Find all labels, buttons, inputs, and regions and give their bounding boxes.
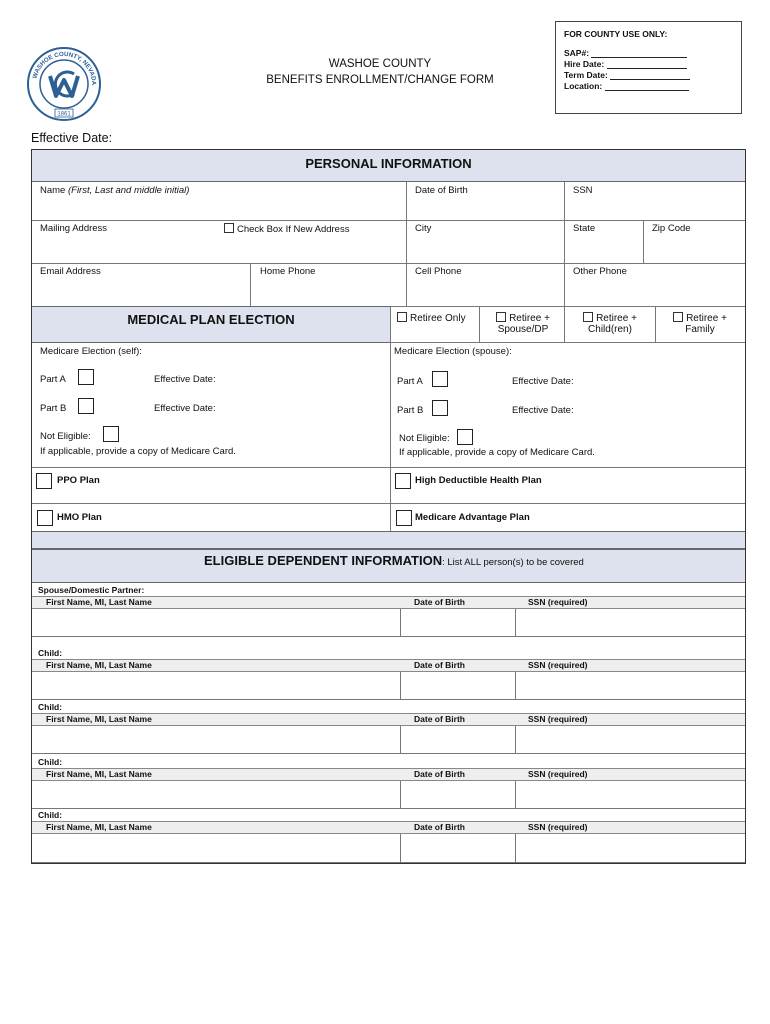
dependent-ssn-field[interactable] xyxy=(515,672,745,699)
ssn-column-header: SSN (required) xyxy=(528,714,588,724)
dependent-name-field[interactable] xyxy=(32,726,400,753)
ppo-checkbox[interactable] xyxy=(36,473,52,489)
hire-date-label: Hire Date: xyxy=(564,59,605,69)
dependent-dob-field[interactable] xyxy=(400,672,515,699)
location-field[interactable] xyxy=(605,81,689,91)
sap-field[interactable] xyxy=(591,48,687,58)
retiree-child-option[interactable]: Retiree + Child(ren) xyxy=(570,312,650,335)
hmo-label: HMO Plan xyxy=(57,512,102,523)
retiree-family-box[interactable] xyxy=(673,312,683,322)
location-label: Location: xyxy=(564,81,603,91)
personal-info-title: PERSONAL INFORMATION xyxy=(305,156,472,171)
spouse-not-eligible-label: Not Eligible: xyxy=(399,433,450,444)
dependent-entry-row xyxy=(32,834,745,863)
name-column-header: First Name, MI, Last Name xyxy=(46,769,152,779)
spouse-part-b-checkbox[interactable] xyxy=(432,400,448,416)
mailing-address-label: Mailing Address xyxy=(40,223,108,234)
dob-column-header: Date of Birth xyxy=(414,660,465,670)
dependent-ssn-field[interactable] xyxy=(515,726,745,753)
dependent-name-field[interactable] xyxy=(32,672,400,699)
hdhp-checkbox[interactable] xyxy=(395,473,411,489)
effective-date-label: Effective Date: xyxy=(31,131,113,145)
child-section-label: Child: xyxy=(38,757,63,767)
new-address-box[interactable] xyxy=(224,223,234,233)
retiree-spouse-box[interactable] xyxy=(496,312,506,322)
dependent-dob-field[interactable] xyxy=(400,834,515,862)
dependent-dob-field[interactable] xyxy=(400,726,515,753)
dependent-name-field[interactable] xyxy=(32,834,400,862)
dependent-entry-row xyxy=(32,609,745,637)
dependents-title: ELIGIBLE DEPENDENT INFORMATION: List ALL person(s) to be covered xyxy=(204,553,584,568)
child-section-label: Child: xyxy=(38,810,63,820)
spacer-band xyxy=(32,531,745,549)
self-part-b-label: Part B xyxy=(40,403,67,414)
child-section-label: Child: xyxy=(38,648,63,658)
dependent-ssn-field[interactable] xyxy=(515,609,745,636)
term-date-label: Term Date: xyxy=(564,70,608,80)
dependent-ssn-field[interactable] xyxy=(515,781,745,808)
ssn-column-header: SSN (required) xyxy=(528,597,588,607)
medicare-spouse-label: Medicare Election (spouse): xyxy=(394,346,512,357)
spouse-not-eligible-checkbox[interactable] xyxy=(457,429,473,445)
retiree-family-option[interactable]: Retiree + Family xyxy=(660,312,740,335)
dob-label: Date of Birth xyxy=(415,185,468,196)
child-section-label: Child: xyxy=(38,702,63,712)
new-address-checkbox[interactable]: Check Box If New Address xyxy=(224,223,349,235)
advantage-checkbox[interactable] xyxy=(396,510,412,526)
dob-column-header: Date of Birth xyxy=(414,769,465,779)
self-not-eligible-checkbox[interactable] xyxy=(103,426,119,442)
cell-phone-label: Cell Phone xyxy=(415,266,462,277)
county-use-box xyxy=(555,21,742,114)
spouse-part-a-checkbox[interactable] xyxy=(432,371,448,387)
county-use-heading: FOR COUNTY USE ONLY: xyxy=(564,29,668,39)
other-phone-label: Other Phone xyxy=(573,266,627,277)
advantage-label: Medicare Advantage Plan xyxy=(415,512,530,523)
title-line2: BENEFITS ENROLLMENT/CHANGE FORM xyxy=(266,74,494,86)
spouse-part-a-label: Part A xyxy=(397,376,423,387)
dependent-entry-row xyxy=(32,672,745,700)
self-not-eligible-label: Not Eligible: xyxy=(40,431,91,442)
spouse-medicare-note: If applicable, provide a copy of Medicare Card. xyxy=(399,447,595,458)
spouse-part-b-date-label: Effective Date: xyxy=(512,405,574,416)
self-part-b-checkbox[interactable] xyxy=(78,398,94,414)
city-label: City xyxy=(415,223,432,234)
state-label: State xyxy=(573,223,596,234)
seal-year: 1861 xyxy=(57,111,71,118)
retiree-spouse-option[interactable]: Retiree + Spouse/DP xyxy=(497,313,550,335)
ssn-label: SSN xyxy=(573,185,593,196)
county-seal-logo xyxy=(26,46,102,122)
home-phone-label: Home Phone xyxy=(260,266,316,277)
form-title xyxy=(230,56,530,88)
sap-label: SAP#: xyxy=(564,48,590,58)
dependent-entry-row xyxy=(32,781,745,809)
enrollment-form xyxy=(31,149,746,864)
ppo-label: PPO Plan xyxy=(57,475,100,486)
medical-plan-title: MEDICAL PLAN ELECTION xyxy=(127,312,295,327)
term-date-field[interactable] xyxy=(610,70,690,80)
dependent-ssn-field[interactable] xyxy=(515,834,745,862)
name-column-header: First Name, MI, Last Name xyxy=(46,822,152,832)
retiree-only-option[interactable]: Retiree Only xyxy=(397,312,466,324)
dob-column-header: Date of Birth xyxy=(414,822,465,832)
title-line1: WASHOE COUNTY xyxy=(328,58,432,70)
name-column-header: First Name, MI, Last Name xyxy=(46,597,152,607)
dependent-name-field[interactable] xyxy=(32,781,400,808)
name-column-header: First Name, MI, Last Name xyxy=(46,660,152,670)
medicare-self-label: Medicare Election (self): xyxy=(40,346,142,357)
spouse-part-b-label: Part B xyxy=(397,405,424,416)
zip-label: Zip Code xyxy=(652,223,691,234)
self-medicare-note: If applicable, provide a copy of Medicare Card. xyxy=(40,446,236,457)
name-column-header: First Name, MI, Last Name xyxy=(46,714,152,724)
dob-column-header: Date of Birth xyxy=(414,597,465,607)
ssn-column-header: SSN (required) xyxy=(528,660,588,670)
spouse-part-a-date-label: Effective Date: xyxy=(512,376,574,387)
name-label: Name (First, Last and middle initial) xyxy=(40,185,190,196)
dependent-dob-field[interactable] xyxy=(400,609,515,636)
svg-text:WASHOE COUNTY, NEVADA: WASHOE COUNTY, NEVADA xyxy=(31,50,98,86)
dependent-dob-field[interactable] xyxy=(400,781,515,808)
self-part-a-checkbox[interactable] xyxy=(78,369,94,385)
ssn-column-header: SSN (required) xyxy=(528,822,588,832)
dependent-name-field[interactable] xyxy=(32,609,400,636)
hdhp-label: High Deductible Health Plan xyxy=(415,475,542,486)
email-label: Email Address xyxy=(40,266,101,277)
dob-column-header: Date of Birth xyxy=(414,714,465,724)
self-part-b-date-label: Effective Date: xyxy=(154,403,216,414)
hire-date-field[interactable] xyxy=(607,59,687,69)
self-part-a-label: Part A xyxy=(40,374,66,385)
retiree-child-box[interactable] xyxy=(583,312,593,322)
ssn-column-header: SSN (required) xyxy=(528,769,588,779)
spouse-section-label: Spouse/Domestic Partner: xyxy=(38,585,145,595)
dependent-entry-row xyxy=(32,726,745,754)
self-part-a-date-label: Effective Date: xyxy=(154,374,216,385)
retiree-only-box[interactable] xyxy=(397,312,407,322)
hmo-checkbox[interactable] xyxy=(37,510,53,526)
